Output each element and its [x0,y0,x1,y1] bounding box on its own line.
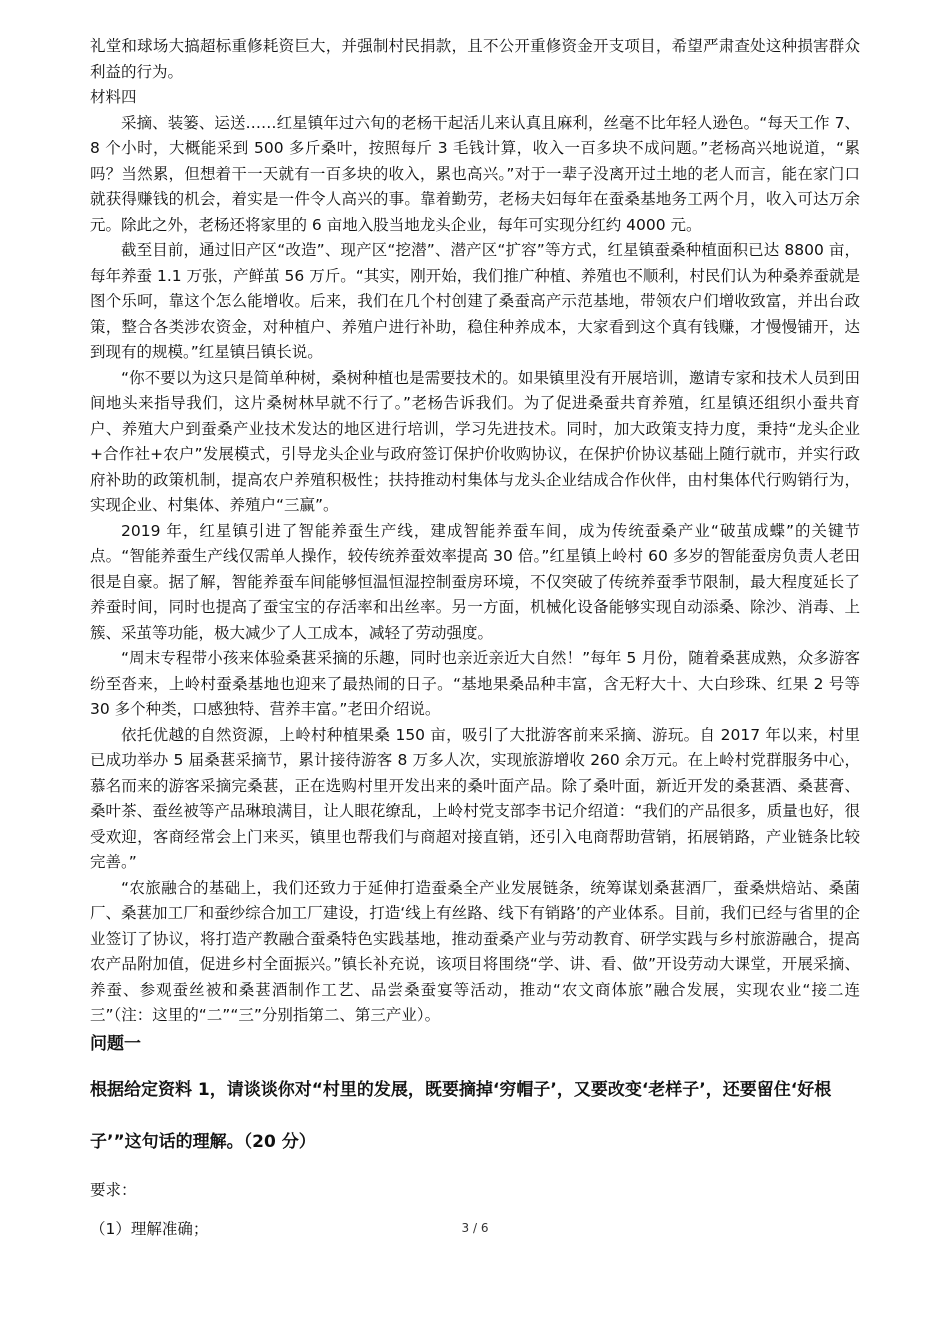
paragraph: “农旅融合的基础上，我们还致力于延伸打造蚕桑全产业发展链条，统筹谋划桑葚酒厂，蚕桑烘焙站、桑菌厂、桑葚加工厂和蚕纱综合加工厂建设，打造‘线上有丝路、线下有销路’的产业体系。目前，我们已经与省里的企业签订了协议，将打造产教融合蚕桑特色实践基地，推动蚕桑产业与劳动教育、研学实践与乡村旅游融合，提高农产品附加值，促进乡村全面振兴。”镇长补充说，该项目将围绕“学、讲、看、做”开设劳动大课堂，开展采摘、养蚕、参观蚕丝被和桑葚酒制作工艺、品尝桑蚕宴等活动，推动“农文商体旅”融合发展，实现农业“接二连三”（注：这里的“二”“三”分别指第二、第三产业）。 [90,878,860,1024]
paragraph-continuation: 礼堂和球场大搞超标重修耗资巨大，并强制村民捐款，且不公开重修资金开支项目，希望严肃查处这种损害群众利益的行为。 [90,37,860,81]
paragraph: 2019 年，红星镇引进了智能养蚕生产线，建成智能养蚕车间，成为传统蚕桑产业“破茧成蝶”的关键节点。“智能养蚕生产线仅需单人操作，较传统养蚕效率提高 30 倍。”红星镇上岭村 60 多岁的智能蚕房负责人老田很是自豪。据了解，智能养蚕车间能够恒温恒湿控制蚕房环境，不仅突破了传统养蚕季节限制，最大程度延长了养蚕时间，同时也提高了蚕宝宝的存活率和出丝率。另一方面，机械化设备能够实现自动添桑、除沙、消毒、上簇、采茧等功能，极大减少了人工成本，减轻了劳动强度。 [90,521,860,642]
paragraph: “周末专程带小孩来体验桑葚采摘的乐趣，同时也亲近亲近大自然！”每年 5 月份，随着桑葚成熟，众多游客纷至沓来，上岭村蚕桑基地也迎来了最热闹的日子。“基地果桑品种丰富，含无籽大十、大白珍珠、红果 2 号等 30 多个种类，口感独特、营养丰富。”老田介绍说。 [90,649,860,718]
material-heading: 材料四 [90,88,137,106]
paragraph: 依托优越的自然资源，上岭村种植果桑 150 亩，吸引了大批游客前来采摘、游玩。自 2017 年以来，村里已成功举办 5 届桑葚采摘节，累计接待游客 8 万多人次，实现旅游增收 260 余万元。在上岭村党群服务中心，慕名而来的游客采摘完桑葚，正在选购村里开发出来的桑叶面产品。除了桑叶面，新近开发的桑葚酒、桑葚膏、桑叶茶、蚕丝被等产品琳琅满目，让人眼花缭乱，上岭村党支部李书记介绍道：“我们的产品很多，质量也好，很受欢迎，客商经常会上门来买，镇里也帮我们与商超对接直销，还引入电商帮助营销，拓展销路，产业链条比较完善。” [90,725,860,871]
paragraph: 截至目前，通过旧产区“改造”、现产区“挖潜”、潜产区“扩容”等方式，红星镇蚕桑种植面积已达 8800 亩，每年养蚕 1.1 万张，产鲜茧 56 万斤。“其实，刚开始，我们推广种植、养殖也不顺利，村民们认为种桑养蚕就是图个乐呵，靠这个怎么能增收。后来，我们在几个村创建了桑蚕高产示范基地，带领农户们增收致富，并出台政策，整合各类涉农资金，对种植户、养殖户进行补助，稳住种养成本，大家看到这个真有钱赚，才慢慢铺开，达到现有的规模。”红星镇吕镇长说。 [90,241,860,361]
paragraph: 采摘、装篓、运送……红星镇年过六旬的老杨干起活儿来认真且麻利，丝毫不比年轻人逊色。“每天工作 7、8 个小时，大概能采到 500 多斤桑叶，按照每斤 3 毛钱计算，收入一百多块不成问题。”老杨高兴地说道，“累吗？当然累，但想着干一天就有一百多块的收入，累也高兴。”对于一辈子没离开过土地的老人而言，能在家门口就获得赚钱的机会，着实是一件令人高兴的事。靠着勤劳，老杨夫妇每年在蚕桑基地务工两个月，收入可达万余元。除此之外，老杨还将家里的 6 亩地入股当地龙头企业，每年可实现分红约 4000 元。 [90,113,860,234]
requirements-label: 要求： [90,1180,137,1199]
requirement-item: （1）理解准确； [90,1219,209,1238]
question-body: 根据给定资料 1，请谈谈你对“村里的发展，既要摘掉‘穷帽子’，又要改变‘老样子’，还要留住‘好根子’”这句话的理解。（20 分） [90,1079,832,1152]
question-title: 问题一 [90,1033,141,1054]
paragraph: “你不要以为这只是简单种树，桑树种植也是需要技术的。如果镇里没有开展培训，邀请专家和技术人员到田间地头来指导我们，这片桑树林早就不行了。”老杨告诉我们。为了促进桑蚕共育养殖，红星镇还组织小蚕共育户、养殖大户到蚕桑产业技术发达的地区进行培训，学习先进技术。同时，加大政策支持力度，秉持“龙头企业+合作社+农户”发展模式，引导龙头企业与政府签订保护价收购协议，在保护价协议基础上随行就市，并实行政府补助的政策机制，提高农户养殖积极性；扶持推动村集体与龙头企业结成合作伙伴，由村集体代行购销行为，实现企业、村集体、养殖户“三赢”。 [90,368,860,514]
page-number: 3 / 6 [461,1221,489,1235]
